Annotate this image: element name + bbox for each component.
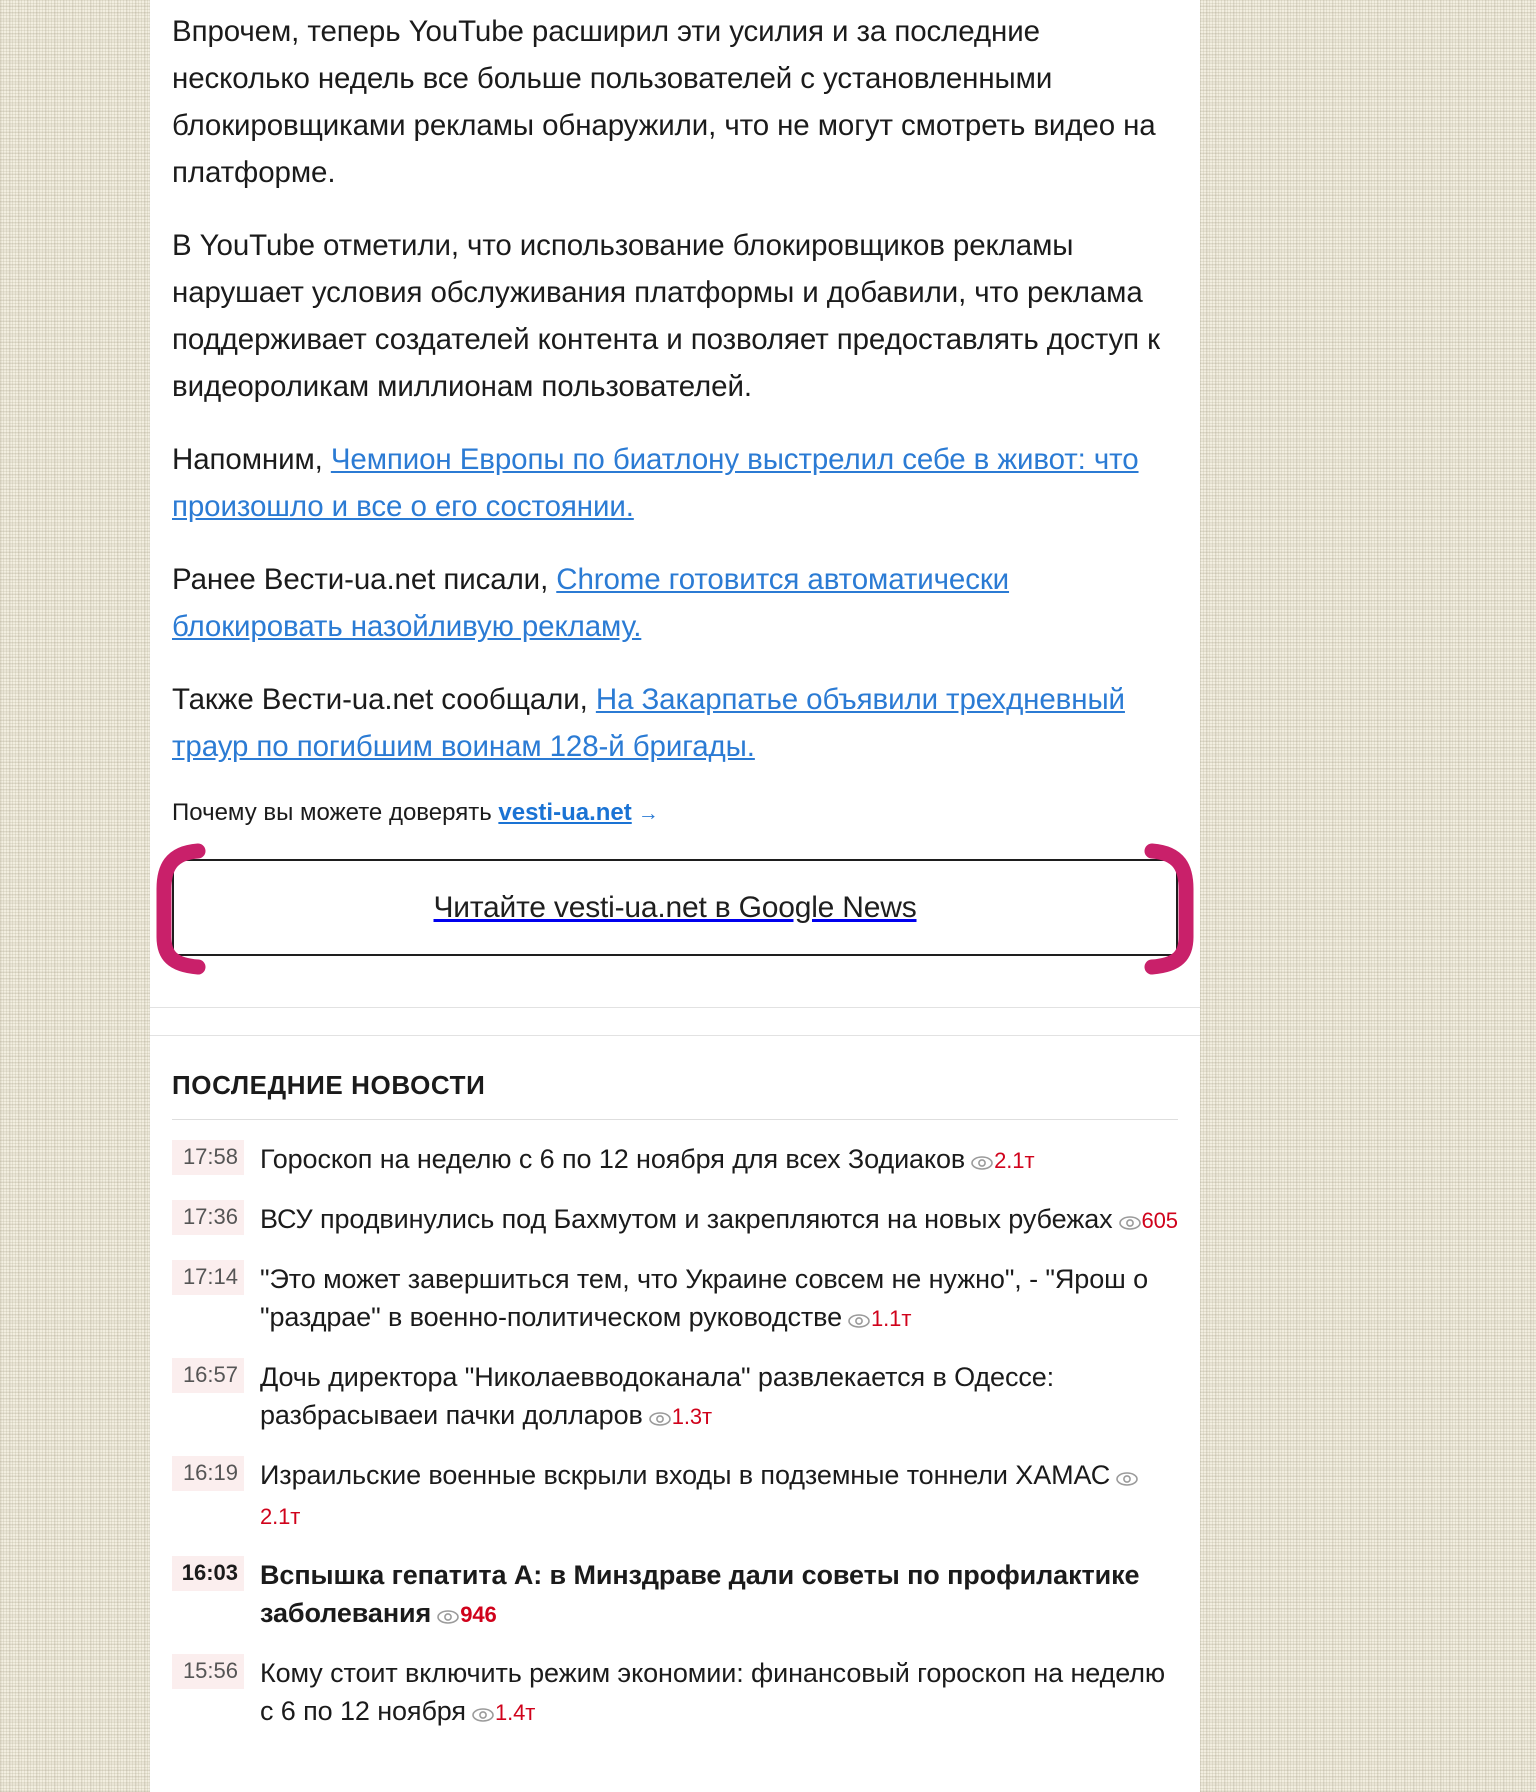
read-in-google-news-label: Читайте vesti-ua.net в Google News — [433, 890, 917, 924]
news-timestamp: 16:57 — [172, 1358, 244, 1393]
read-in-google-news-button[interactable] — [172, 859, 1178, 956]
article-body — [150, 0, 1200, 831]
arrow-right-icon: → — [637, 802, 659, 825]
list-item[interactable] — [172, 1250, 1178, 1348]
news-timestamp: 15:56 — [172, 1654, 244, 1689]
paragraph-text: Также Вести-ua.net сообщали, — [172, 683, 596, 716]
content-column — [150, 0, 1200, 1792]
list-item[interactable] — [172, 1348, 1178, 1446]
news-headline-text: Кому стоит включить режим экономии: финансовый гороскоп на неделю с 6 по 12 ноября — [260, 1658, 1166, 1726]
trust-line-prefix: Почему вы можете доверять — [172, 799, 499, 826]
related-article-link-biathlon[interactable]: Чемпион Европы по биатлону выстрелил себе в живот: что произошло и все о его состоянии. — [172, 443, 1139, 523]
paragraph-text: В YouTube отметили, что использование блокировщиков рекламы нарушает условия обслуживания платформы и добавили, что реклама поддерживает создателей контента и позволяет предоставлять доступ к видеороликам миллионам пользователей. — [172, 229, 1160, 403]
views-eye-icon — [649, 1398, 671, 1436]
news-headline[interactable] — [260, 1260, 1178, 1338]
section-divider-secondary — [150, 1008, 1200, 1036]
list-item[interactable] — [172, 1546, 1178, 1644]
views-eye-icon — [1119, 1202, 1141, 1240]
views-count: 605 — [1141, 1208, 1178, 1233]
views-count: 2.1т — [260, 1504, 301, 1529]
views-eye-icon — [1116, 1458, 1138, 1496]
news-headline-text: "Это может завершиться тем, что Украине совсем не нужно", - "Ярош о "раздрае" в военно-политическом руководстве — [260, 1264, 1148, 1332]
views-eye-icon — [437, 1596, 459, 1634]
news-headline[interactable] — [260, 1456, 1178, 1536]
latest-news-section — [150, 1036, 1200, 1742]
related-article-link-chrome[interactable]: Chrome готовится автоматически блокировать назойливую рекламу. — [172, 563, 1010, 643]
google-news-cta-wrapper — [150, 859, 1200, 956]
paragraph-text: Впрочем, теперь YouTube расширил эти усилия и за последние несколько недель все больше пользователей с установленными блокировщиками рекламы обнаружили, что не могут смотреть видео на платформе. — [172, 15, 1156, 189]
news-headline[interactable] — [260, 1140, 1178, 1180]
views-eye-icon — [472, 1694, 494, 1732]
news-headline-text: Израильские военные вскрыли входы в подземные тоннели ХАМАС — [260, 1460, 1111, 1490]
views-count: 1.4т — [494, 1700, 536, 1725]
news-headline[interactable] — [260, 1556, 1178, 1634]
paragraph-text: Напомним, — [172, 443, 331, 476]
section-divider — [150, 982, 1200, 1008]
latest-news-list — [172, 1130, 1178, 1742]
news-headline-text: ВСУ продвинулись под Бахмутом и закрепляются на новых рубежах — [260, 1204, 1113, 1234]
views-eye-icon — [848, 1300, 870, 1338]
views-count: 1.1т — [871, 1306, 912, 1331]
views-count: 2.1т — [994, 1148, 1035, 1173]
news-headline[interactable] — [260, 1358, 1178, 1436]
trust-line — [172, 796, 1178, 831]
news-headline-text: Вспышка гепатита А: в Минздраве дали советы по профилактике заболевания — [260, 1560, 1140, 1628]
article-paragraph — [172, 556, 1178, 650]
views-count: 946 — [460, 1602, 497, 1627]
news-timestamp: 16:19 — [172, 1456, 244, 1491]
list-item[interactable] — [172, 1130, 1178, 1190]
news-headline-text: Гороскоп на неделю с 6 по 12 ноября для всех Зодиаков — [260, 1144, 966, 1174]
news-timestamp: 17:36 — [172, 1200, 244, 1235]
news-headline-text: Дочь директора "Николаевводоканала" развлекается в Одессе: разбрасываеи пачки долларов — [260, 1362, 1055, 1430]
trust-site-link[interactable]: vesti-ua.net — [498, 799, 632, 826]
article-paragraph — [172, 676, 1178, 770]
latest-news-heading: ПОСЛЕДНИЕ НОВОСТИ — [172, 1070, 486, 1100]
views-count: 1.3т — [671, 1404, 713, 1429]
list-item[interactable] — [172, 1644, 1178, 1742]
article-paragraph — [172, 436, 1178, 530]
related-article-link-zakarpattia[interactable]: На Закарпатье объявили трехдневный траур по погибшим воинам 128-й бригады. — [172, 683, 1125, 763]
news-timestamp: 17:14 — [172, 1260, 244, 1295]
news-headline[interactable] — [260, 1200, 1178, 1240]
article-paragraph — [172, 8, 1178, 196]
news-timestamp: 16:03 — [172, 1556, 244, 1591]
news-headline[interactable] — [260, 1654, 1178, 1732]
paragraph-text: Ранее Вести-ua.net писали, — [172, 563, 557, 596]
news-timestamp: 17:58 — [172, 1140, 244, 1175]
article-paragraph — [172, 222, 1178, 410]
list-item[interactable] — [172, 1190, 1178, 1250]
list-item[interactable] — [172, 1446, 1178, 1546]
heading-divider — [172, 1119, 1178, 1120]
views-eye-icon — [971, 1142, 993, 1180]
